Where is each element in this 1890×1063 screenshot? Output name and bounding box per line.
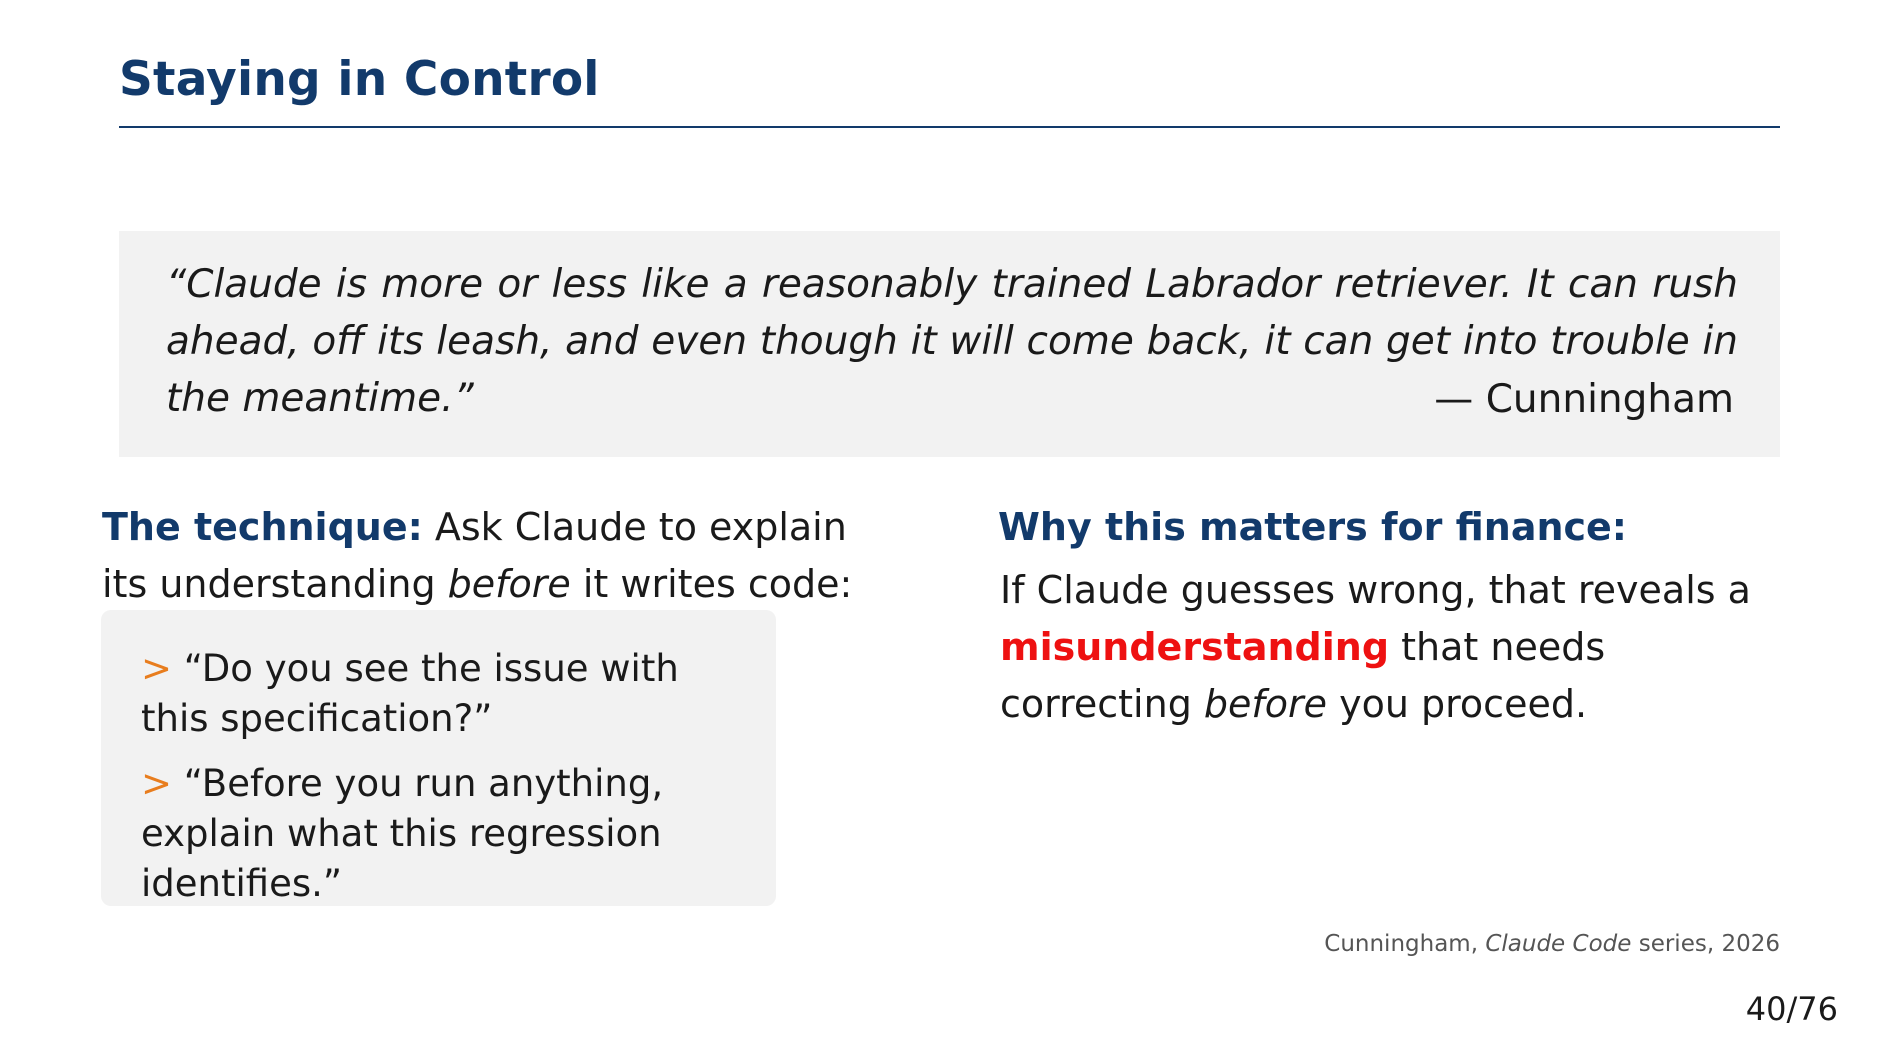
why-text-middle: that needs correcting — [1000, 625, 1606, 726]
technique-emphasis: before — [447, 562, 571, 606]
why-text-after: you proceed. — [1327, 682, 1588, 726]
footer-series-title: Claude Code — [1485, 931, 1632, 957]
why-heading: Why this matters for finance: — [998, 505, 1628, 549]
technique-text-after: it writes code: — [570, 562, 853, 606]
title-divider — [119, 126, 1780, 128]
quote-open-mark: “ — [166, 262, 187, 307]
prompt-marker: > — [141, 762, 173, 805]
prompt-marker: > — [141, 647, 173, 690]
technique-paragraph — [102, 499, 862, 613]
why-text-before: If Claude guesses wrong, that reveals a — [1000, 568, 1751, 612]
footer-author: Cunningham, — [1324, 931, 1486, 957]
why-highlight: misunderstanding — [1000, 625, 1390, 669]
prompt-text: “Before you run anything, explain what this regression identifies.” — [141, 762, 664, 905]
technique-heading: The technique: — [102, 505, 423, 549]
footer-rest: series, 2026 — [1631, 931, 1780, 957]
example-prompt-1 — [141, 644, 741, 744]
quote-body: Claude is more or less like a reasonably trained Labrador retriever. It can rush ahead, off its leash, and even though it will come back, it can get into trouble in the meantime. — [166, 262, 1738, 421]
slide-title: Staying in Control — [119, 52, 600, 107]
why-emphasis: before — [1203, 682, 1328, 726]
technique-text-before: Ask Claude to explain its understanding — [102, 505, 847, 606]
why-paragraph — [1000, 562, 1760, 733]
quote-close-mark: ” — [453, 376, 474, 421]
footer-citation — [1324, 931, 1780, 957]
prompt-text: “Do you see the issue with this specification?” — [141, 647, 679, 740]
quote-attribution: — Cunningham — [1434, 377, 1734, 422]
example-prompt-2 — [141, 759, 741, 909]
page-number: 40/76 — [1745, 990, 1838, 1028]
